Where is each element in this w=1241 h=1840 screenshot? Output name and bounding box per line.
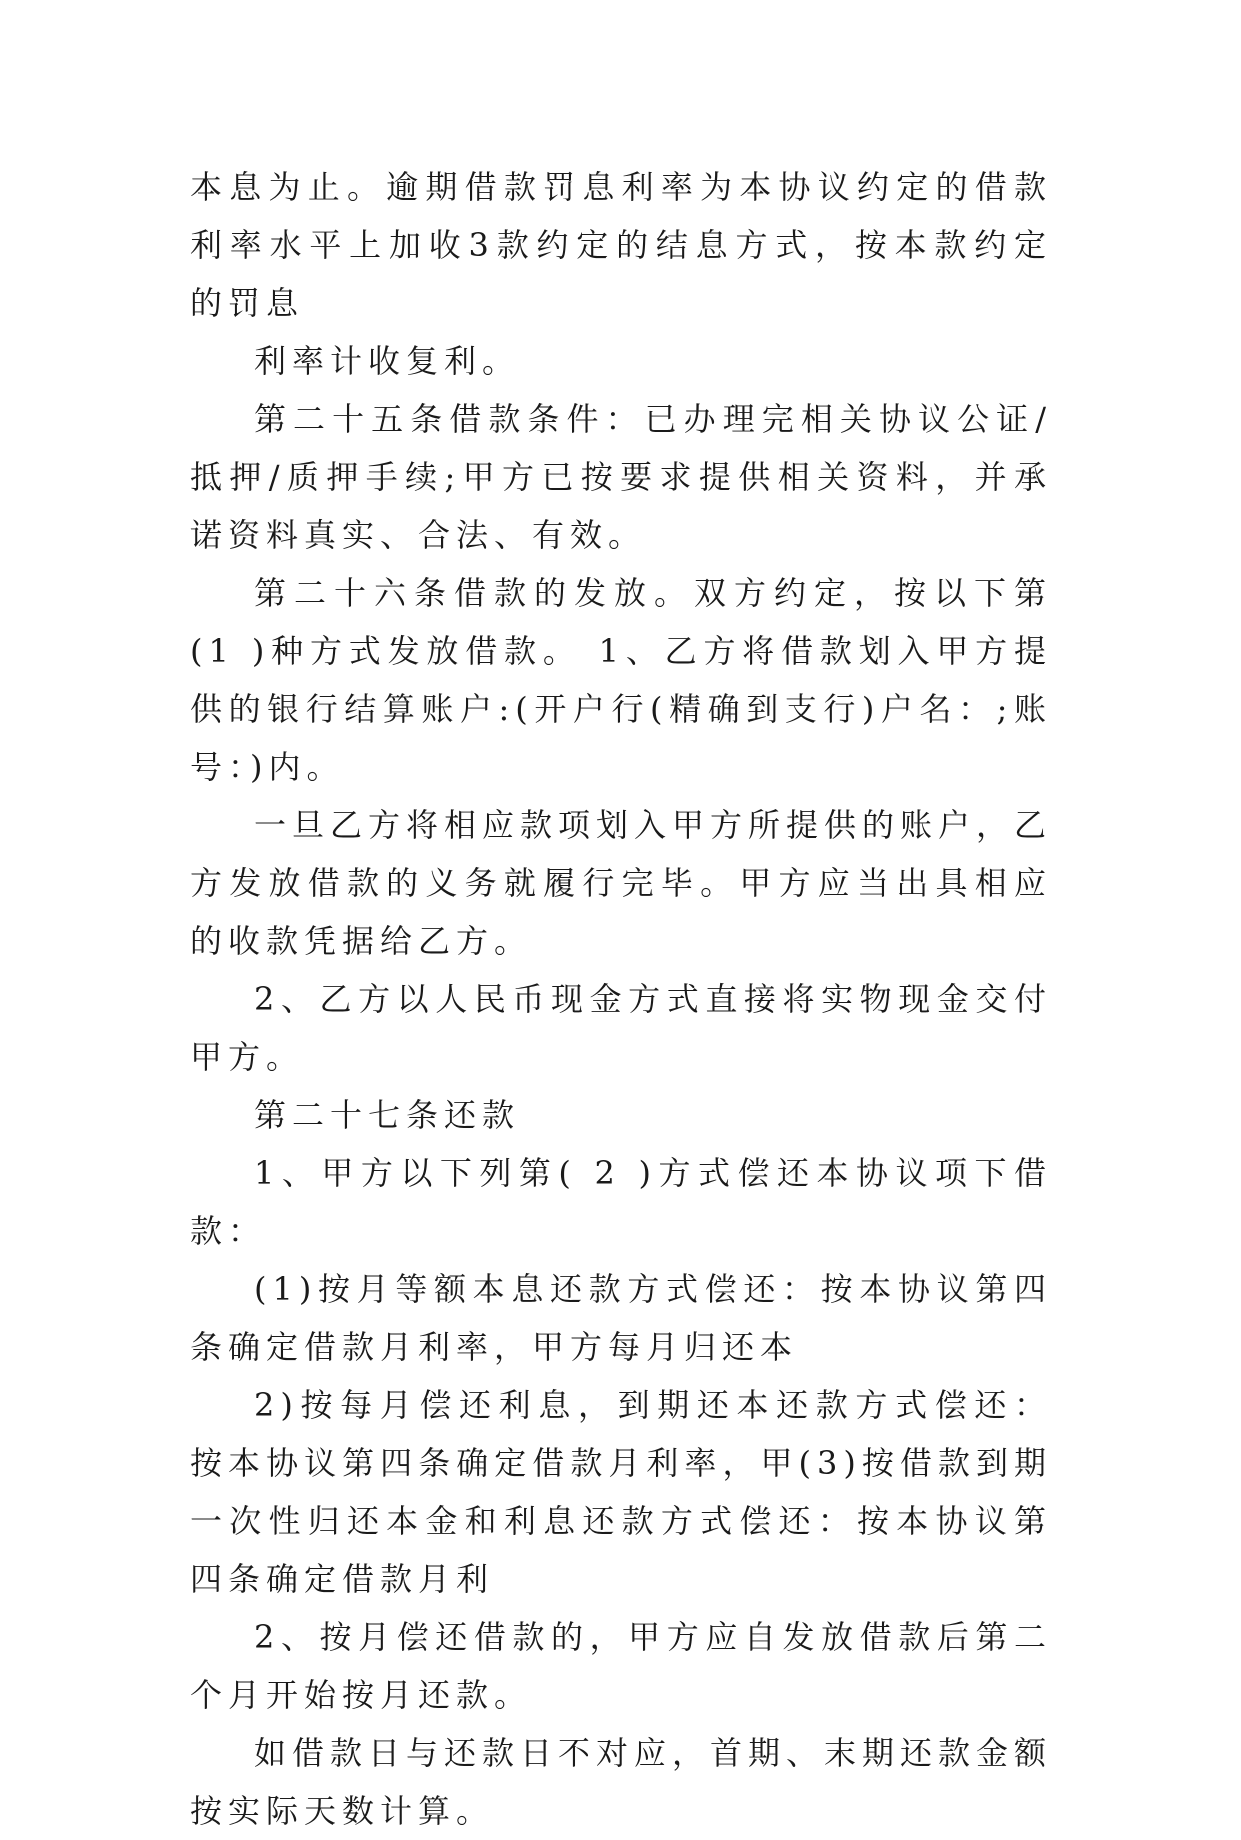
- paragraph-12: 如借款日与还款日不对应，首期、末期还款金额按实际天数计算。: [190, 1734, 1053, 1830]
- paragraph-article-26: 第二十六条借款的发放。双方约定，按以下第(1 )种方式发放借款。 1、乙方将借款划入甲方提供的银行结算账户:(开户行(精确到支行)户名：;账号：)内。: [190, 574, 1052, 786]
- paragraph-8: 1、甲方以下列第( 2 )方式偿还本协议项下借款：: [190, 1154, 1052, 1250]
- paragraph-9: (1)按月等额本息还款方式偿还：按本协议第四条确定借款月利率，甲方每月归还本: [190, 1270, 1052, 1366]
- paragraph-5: 一旦乙方将相应款项划入甲方所提供的账户，乙方发放借款的义务就履行完毕。甲方应当出具相应的收款凭据给乙方。: [190, 806, 1053, 960]
- paragraph-2: 利率计收复利。: [254, 342, 521, 380]
- paragraph-6: 2、乙方以人民币现金方式直接将实物现金交付甲方。: [190, 980, 1052, 1076]
- paragraph-10: 2)按每月偿还利息，到期还本还款方式偿还：按本协议第四条确定借款月利率，甲(3)按借款到期一次性归还本金和利息还款方式偿还：按本协议第四条确定借款月利: [190, 1386, 1052, 1598]
- paragraph-11: 2、按月偿还借款的，甲方应自发放借款后第二个月开始按月还款。: [190, 1618, 1052, 1714]
- paragraph-article-25: 第二十五条借款条件：已办理完相关协议公证/抵押/质押手续;甲方已按要求提供相关资料，并承诺资料真实、合法、有效。: [190, 400, 1052, 554]
- document-body: [190, 158, 1052, 1840]
- paragraph-1: 本息为止。逾期借款罚息利率为本协议约定的借款利率水平上加收3款约定的结息方式，按本款约定的罚息: [190, 168, 1052, 322]
- paragraph-article-27: 第二十七条还款: [254, 1096, 521, 1134]
